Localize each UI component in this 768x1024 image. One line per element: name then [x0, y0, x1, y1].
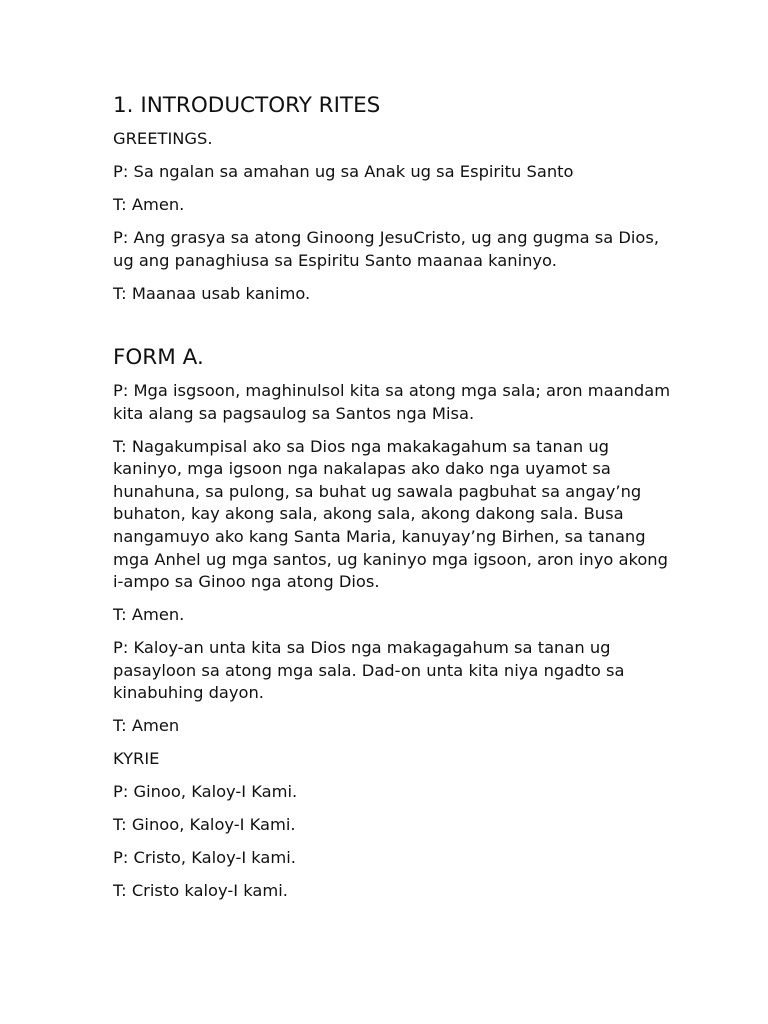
paragraph-kyrie-response-1: T: Ginoo, Kaloy-I Kami. — [113, 815, 296, 835]
section-title-form-a: FORM A. — [113, 345, 204, 371]
paragraph-priest-penitence: P: Mga isgsoon, maghinulsol kita sa atong mga sala; aron maandam kita alang sa pagsaulog sa Santos nga Misa. — [113, 381, 671, 423]
subheading-kyrie: KYRIE — [113, 749, 160, 769]
paragraph-response-amen: T: Amen. — [113, 194, 185, 214]
paragraph-priest-grace: P: Ang grasya sa atong Ginoong JesuCristo, ug ang gugma sa Dios, ug ang panaghiusa sa Espiritu Santo maanaa kaninyo. — [113, 227, 660, 270]
paragraph-priest-greeting: P: Sa ngalan sa amahan ug sa Anak ug sa Espiritu Santo — [113, 161, 574, 181]
subheading-greetings: GREETINGS. — [113, 129, 213, 148]
paragraph-kyrie-response-2: T: Cristo kaloy-I kami. — [113, 881, 288, 901]
section-form-a — [113, 344, 673, 903]
paragraph-response-amen-2: T: Amen. — [113, 605, 185, 625]
paragraph-response-maanaa: T: Maanaa usab kanimo. — [113, 283, 311, 303]
paragraph-confiteor: T: Nagakumpisal ako sa Dios nga makakagahum sa tanan ug kaninyo, mga igsoon nga nakalapas ako dako nga uyamot sa hunahuna, sa pulong, sa buhat ug sawala pagbuhat sa angay’ng buhaton, kay akong sala, akong sala, akong dakong sala. Busa nangamuyo ako kang Santa Maria, kanuyay’ng Birhen, sa tanang mga Anhel ug mga santos, ug kaninyo mga igsoon, aron inyo akong i-ampo sa Ginoo nga atong Dios. — [113, 436, 668, 592]
document-page — [113, 92, 673, 913]
section-title-introductory-rites: 1. INTRODUCTORY RITES — [113, 93, 381, 118]
section-introductory-rites — [113, 92, 673, 305]
paragraph-priest-absolution: P: Kaloy-an unta kita sa Dios nga makagagahum sa tanan ug pasayloon sa atong mga sala. Dad-on unta kita niya ngadto sa kinabuhing dayon. — [113, 638, 625, 703]
paragraph-kyrie-priest-2: P: Cristo, Kaloy-I kami. — [113, 848, 296, 868]
paragraph-response-amen-3: T: Amen — [113, 716, 180, 736]
paragraph-kyrie-priest-1: P: Ginoo, Kaloy-I Kami. — [113, 782, 298, 802]
